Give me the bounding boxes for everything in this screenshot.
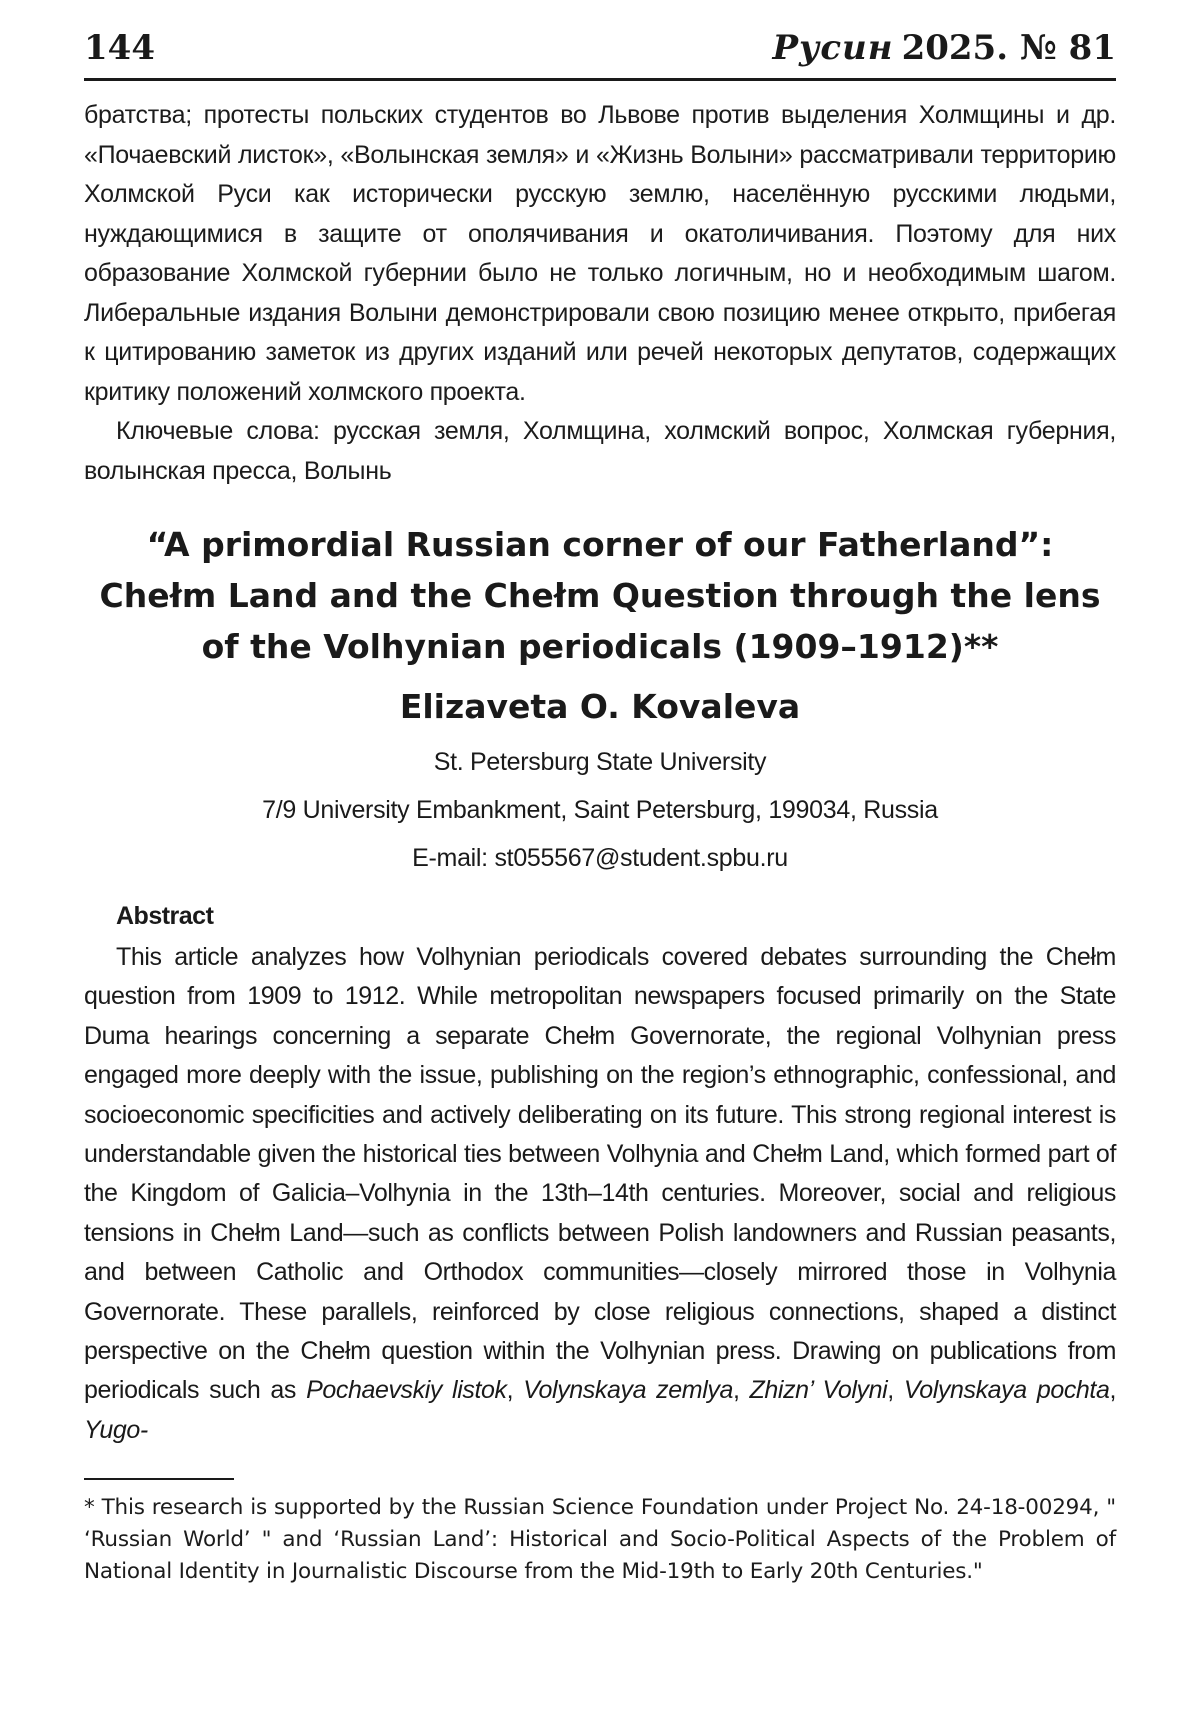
page-number: 144 bbox=[84, 28, 155, 68]
abstract-paragraph bbox=[84, 938, 1116, 1450]
periodical-yugo: Yugo- bbox=[84, 1415, 148, 1444]
article-title bbox=[84, 519, 1116, 672]
abstract-heading: Abstract bbox=[116, 902, 214, 930]
author-name: Elizaveta O. Kovaleva bbox=[399, 687, 801, 726]
periodical-volynskaya-pochta: Volynskaya pochta bbox=[903, 1376, 1110, 1405]
running-header bbox=[84, 22, 1116, 81]
russian-keywords: Ключевые слова: русская земля, Холмщина, холмский вопрос, Холмская губерния, волынская пресса, Волынь bbox=[84, 417, 1116, 485]
periodical-pochaevskiy-listok: Pochaevskiy listok bbox=[306, 1376, 507, 1405]
title-line-2: Chełm Land and the Chełm Question through the lens bbox=[99, 576, 1101, 615]
email: E-mail: st055567@student.spbu.ru bbox=[412, 844, 788, 872]
periodical-zhizn-volyni: Zhizn’ Volyni bbox=[749, 1376, 888, 1405]
russian-keywords-paragraph bbox=[84, 412, 1116, 491]
title-line-1: “A primordial Russian corner of our Fatherland”: bbox=[146, 525, 1054, 564]
footnote: * This research is supported by the Russian Science Foundation under Project No. 24-18-00294, " ‘Russian World’ " and ‘Russian Land’: Historical and Socio-Political Aspects of the Problem of National Identity in Journalistic Discourse from the Mid-19th to Early 20th Centuries." bbox=[84, 1495, 1116, 1584]
affiliation: St. Petersburg State University bbox=[433, 748, 767, 776]
separator: , bbox=[732, 1376, 750, 1405]
russian-abstract-continuation: братства; протесты польских студентов во Львове против выделения Холмщины и др. «Почаевский листок», «Волынская земля» и «Жизнь Волыни» рассматривали территорию Холмской Руси как исторически русскую землю, населённую русскими людьми, нуждающимися в защите от ополячивания и окатоличивания. Поэтому для них образование Холмской губернии было не только логичным, но и необходимым шагом. Либеральные издания Волыни демонстрировали свою позицию менее открыто, прибегая к цитированию заметок из других изданий или речей некоторых депутатов, содержащих критику положений холмского проекта. bbox=[84, 101, 1116, 406]
periodical-volynskaya-zemlya: Volynskaya zemlya bbox=[523, 1376, 733, 1405]
separator: , bbox=[887, 1376, 904, 1405]
title-line-3: of the Volhynian periodicals (1909–1912)** bbox=[201, 627, 999, 666]
affiliation-block bbox=[84, 738, 1116, 882]
journal-title bbox=[772, 28, 1116, 68]
journal-issue: 2025. № 81 bbox=[901, 28, 1116, 68]
separator: , bbox=[506, 1376, 524, 1405]
page-content bbox=[84, 96, 1116, 1450]
separator: , bbox=[1109, 1376, 1117, 1405]
journal-name: Русин bbox=[772, 28, 894, 68]
address: 7/9 University Embankment, Saint Petersburg, 199034, Russia bbox=[262, 796, 938, 824]
footnote-divider bbox=[84, 1478, 234, 1480]
abstract-text: This article analyzes how Volhynian periodicals covered debates surrounding the Chełm question from 1909 to 1912. While metropolitan newspapers focused primarily on the State Duma hearings concerning a separate Chełm Governorate, the regional Volhynian press engaged more deeply with the issue, publishing on the region’s ethnographic, confessional, and socioeconomic specificities and actively deliberating on its future. This strong regional interest is understandable given the historical ties between Volhynia and Chełm Land, which formed part of the Kingdom of Galicia–Volhynia in the 13th–14th centuries. Moreover, social and religious tensions in Chełm Land—such as conflicts between Polish landowners and Russian peasants, and between Catholic and Orthodox communities—closely mirrored those in Volhynia Governorate. These parallels, reinforced by close religious connections, shaped a distinct perspective on the Chełm question within the Volhynian press. Drawing on publications from periodicals such as bbox=[84, 943, 1116, 1405]
